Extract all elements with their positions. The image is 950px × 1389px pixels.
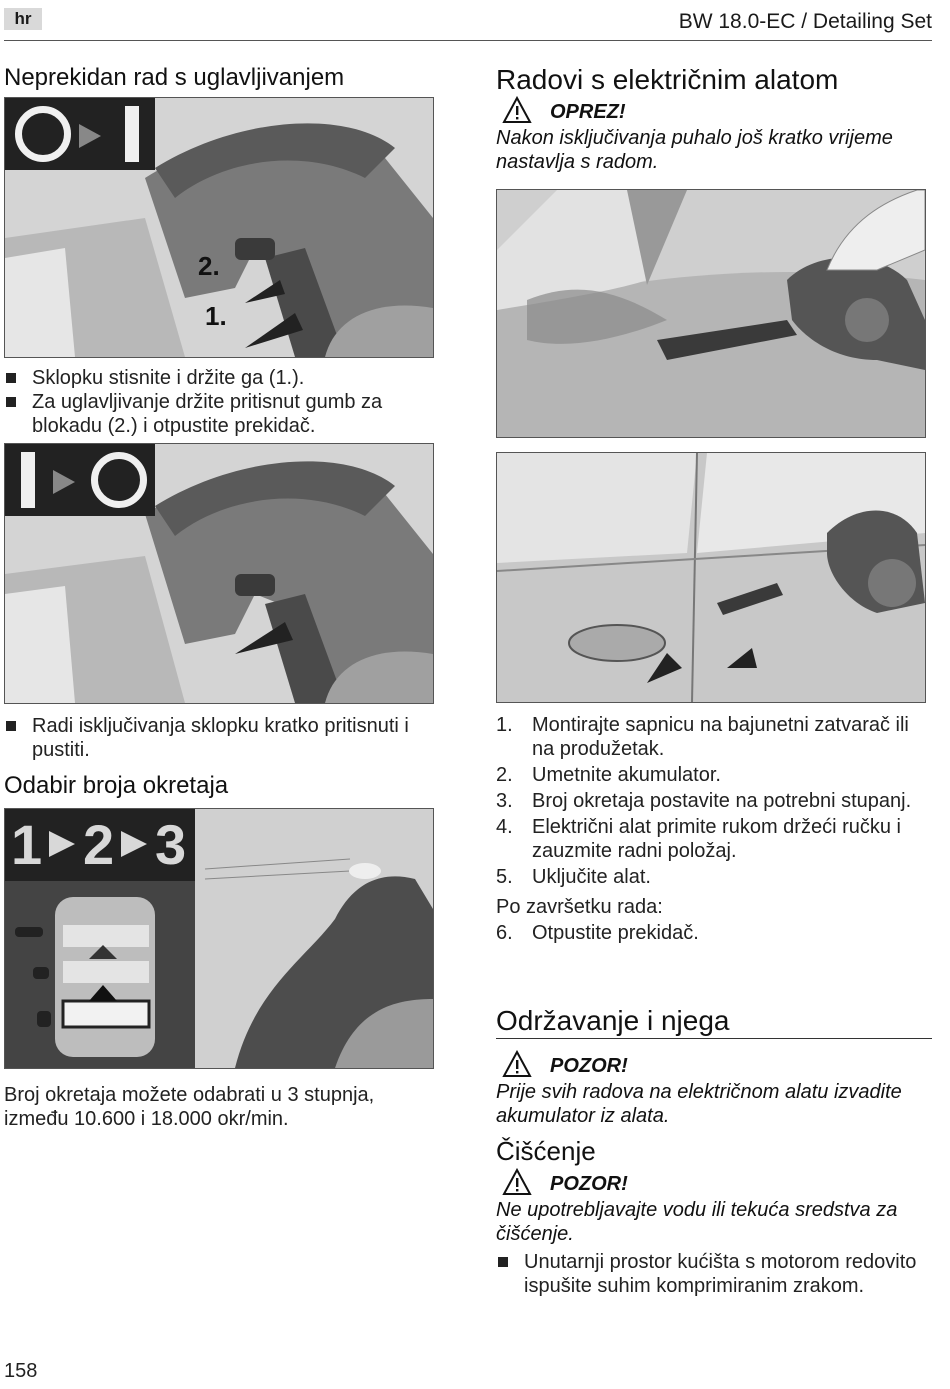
speed-step-1: 1	[11, 813, 43, 876]
list-item: 1. Montirajte sapnicu na bajunetni zatvarač ili na produžetak.	[496, 714, 909, 760]
off-symbol	[91, 452, 147, 508]
on-symbol	[21, 452, 35, 508]
maintenance-heading: Održavanje i njega	[496, 1005, 730, 1036]
arrow-right-icon	[49, 831, 75, 857]
caution-text: Nakon isključivanja puhalo još kratko vrijeme nastavlja s radom.	[496, 127, 893, 173]
list-item: Radi isključivanja sklopku kratko pritisnuti i pustiti.	[4, 714, 432, 762]
caution-title: OPREZ!	[550, 101, 626, 123]
list-item: Unutarnji prostor kućišta s motorom redovito ispušite suhim komprimiranim zrakom.	[496, 1250, 932, 1298]
language-tag: hr	[4, 8, 42, 30]
arrow-right-icon	[79, 124, 101, 148]
speed-step-3: 3	[155, 813, 187, 876]
figure-speed-selector	[4, 808, 434, 1069]
step2-label: 2.	[198, 251, 220, 281]
figure-blower-hood	[496, 189, 926, 438]
arrow-right-icon	[53, 470, 75, 494]
page-number: 158	[4, 1360, 38, 1382]
usage-steps	[496, 713, 932, 945]
warning-triangle-icon	[502, 1168, 532, 1196]
cleaning-heading: Čišćenje	[496, 1136, 596, 1166]
speed-step-2: 2	[83, 813, 115, 876]
maintenance-divider	[496, 1038, 932, 1039]
list-item: 2. Umetnite akumulator.	[496, 764, 721, 786]
warning-triangle-icon	[502, 96, 532, 124]
caution-block-1	[496, 100, 932, 174]
off-symbol	[15, 106, 71, 162]
list-item: 5. Uključite alat.	[496, 866, 651, 888]
work-heading: Radovi s električnim alatom	[496, 64, 839, 95]
step1-label: 1.	[205, 301, 227, 331]
figure-switch-lock	[4, 97, 434, 358]
caution-text: Ne upotrebljavajte vodu ili tekuća sredstva za čišćenje.	[496, 1199, 898, 1245]
after-work-label: Po završetku rada:	[496, 896, 663, 918]
lock-instructions	[4, 366, 432, 438]
caution-title: POZOR!	[550, 1055, 628, 1077]
caution-text: Prije svih radova na električnom alatu izvadite akumulator iz alata.	[496, 1081, 902, 1127]
list-item: Za uglavljivanje držite pritisnut gumb za blokadu (2.) i otpustite prekidač.	[4, 390, 432, 438]
figure-blower-door	[496, 452, 926, 703]
continuous-operation-heading: Neprekidan rad s uglavljivanjem	[4, 64, 345, 91]
list-item: 4. Električni alat primite rukom držeći ručku i zauzmite radni položaj.	[496, 816, 901, 862]
list-item: 3. Broj okretaja postavite na potrebni stupanj.	[496, 790, 912, 812]
caution-title: POZOR!	[550, 1173, 628, 1195]
cleaning-instructions	[496, 1250, 932, 1298]
document-title: BW 18.0-EC / Detailing Set	[678, 10, 932, 33]
warning-triangle-icon	[502, 1050, 532, 1078]
list-item: Sklopku stisnite i držite ga (1.).	[4, 366, 432, 390]
arrow-right-icon	[121, 831, 147, 857]
speed-description: Broj okretaja možete odabrati u 3 stupnja, između 10.600 i 18.000 okr/min.	[4, 1084, 375, 1130]
header-divider	[4, 40, 932, 41]
list-item: 6. Otpustite prekidač.	[496, 922, 699, 944]
caution-block-3	[496, 1172, 932, 1246]
figure-switch-release	[4, 443, 434, 704]
caution-block-2	[496, 1054, 932, 1128]
speed-selection-heading: Odabir broja okretaja	[4, 772, 229, 799]
on-symbol	[125, 106, 139, 162]
release-instructions	[4, 714, 432, 762]
